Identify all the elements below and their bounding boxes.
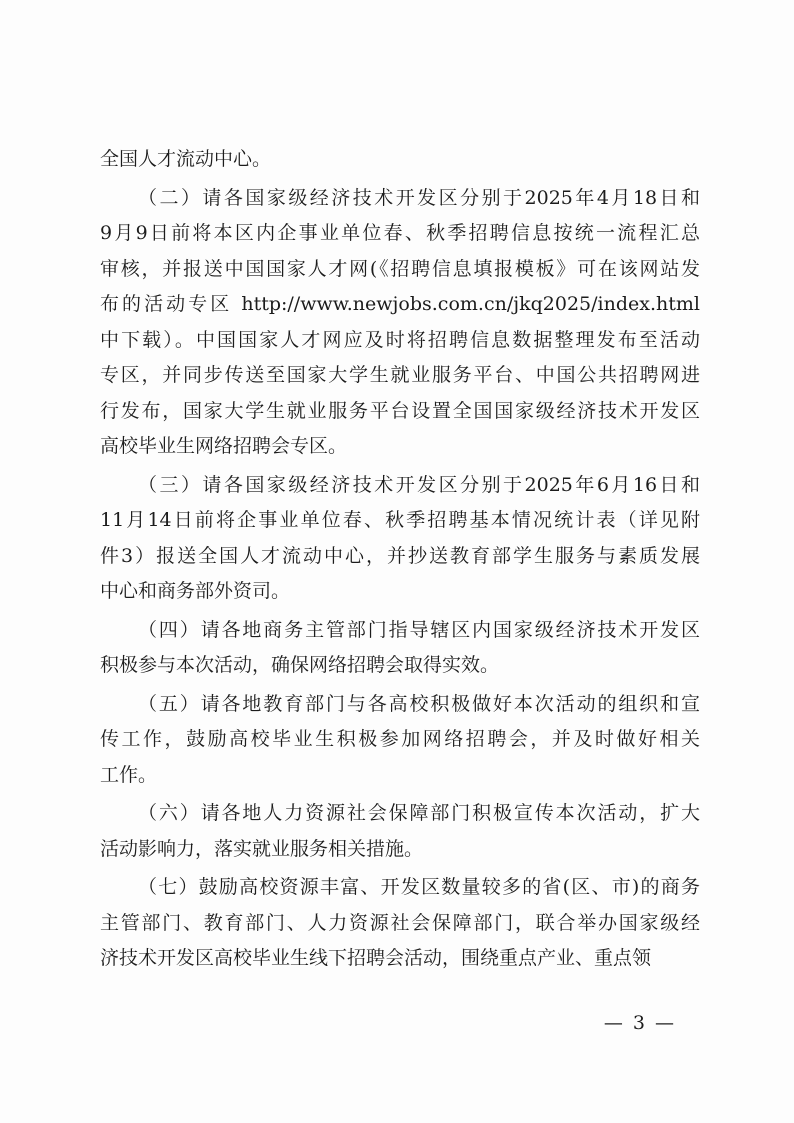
text-line: （二）请各国家级经济技术开发区分别于2025年4月18日和 bbox=[138, 186, 700, 209]
text-line: 11月14日前将企事业单位春、秋季招聘基本情况统计表（详见附 bbox=[100, 509, 700, 531]
text-line: 高校毕业生网络招聘会专区。 bbox=[100, 435, 348, 457]
text-line: 积极参与本次活动，确保网络招聘会取得实效。 bbox=[100, 654, 500, 676]
text-line: 件3）报送全国人才流动中心，并抄送教育部学生服务与素质发展 bbox=[100, 544, 700, 567]
text-line: 工作。 bbox=[100, 763, 158, 786]
text-line: 布的活动专区 http://www.newjobs.com.cn/jkq2025/index.html bbox=[100, 293, 700, 315]
text-line: 中下载）。中国国家人才网应及时将招聘信息数据整理发布至活动 bbox=[100, 328, 700, 351]
text-line: 中心和商务部外资司。 bbox=[100, 580, 291, 602]
paragraph bbox=[100, 796, 700, 867]
text-line: 全国人才流动中心。 bbox=[100, 148, 272, 170]
text-line: （四）请各地商务主管部门指导辖区内国家级经济技术开发区 bbox=[138, 618, 700, 641]
text-line: 济技术开发区高校毕业生线下招聘会活动，围绕重点产业、重点领 bbox=[100, 947, 652, 969]
paragraph bbox=[100, 870, 700, 977]
paragraph bbox=[100, 181, 700, 465]
paragraph bbox=[100, 687, 700, 794]
text-line: 主管部门、教育部门、人力资源社会保障部门，联合举办国家级经 bbox=[100, 911, 700, 934]
text-line: （五）请各地教育部门与各高校积极做好本次活动的组织和宣 bbox=[138, 692, 700, 715]
paragraph bbox=[100, 142, 700, 178]
paragraph bbox=[100, 613, 700, 684]
page-number: — 3 — bbox=[603, 1012, 676, 1034]
text-line: 专区，并同步传送至国家大学生就业服务平台、中国公共招聘网进 bbox=[100, 364, 700, 386]
text-line: 行发布，国家大学生就业服务平台设置全国国家级经济技术开发区 bbox=[100, 399, 700, 422]
text-line: 9月9日前将本区内企事业单位春、秋季招聘信息按统一流程汇总 bbox=[100, 222, 700, 244]
text-line: （七）鼓励高校资源丰富、开发区数量较多的省(区、市)的商务 bbox=[138, 876, 700, 898]
document-body bbox=[100, 142, 700, 980]
paragraph bbox=[100, 468, 700, 610]
text-line: 传工作，鼓励高校毕业生积极参加网络招聘会，并及时做好相关 bbox=[100, 728, 700, 750]
text-line: 活动影响力，落实就业服务相关措施。 bbox=[100, 837, 424, 860]
text-line: 审核，并报送中国国家人才网(《招聘信息填报模板》可在该网站发 bbox=[100, 257, 700, 280]
text-line: （六）请各地人力资源社会保障部门积极宣传本次活动，扩大 bbox=[138, 802, 700, 824]
text-line: （三）请各国家级经济技术开发区分别于2025年6月16日和 bbox=[138, 473, 700, 496]
